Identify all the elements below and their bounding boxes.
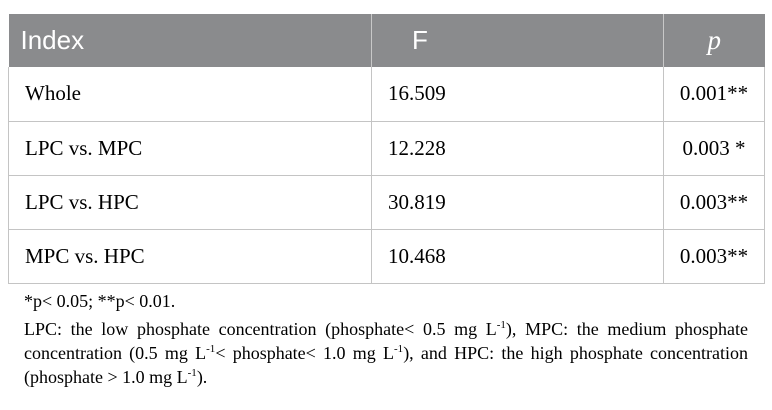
abbrev-text: < phosphate< 1.0 mg L	[215, 343, 395, 363]
cell-f: 10.468	[372, 229, 664, 283]
table-row	[9, 175, 765, 229]
cell-index: MPC vs. HPC	[9, 229, 372, 283]
significance-note: *p< 0.05; **p< 0.01.	[24, 291, 176, 311]
cell-p: 0.003**	[664, 175, 765, 229]
header-row	[9, 14, 765, 67]
abbrev-text: ), MPC: the medium phosphate concentration (0.5 mg L	[24, 319, 748, 363]
cell-index: Whole	[9, 67, 372, 121]
cell-index: LPC vs. MPC	[9, 121, 372, 175]
abbrev-text: ), and HPC: the high phosphate concentration (phosphate > 1.0 mg L	[24, 343, 748, 387]
cell-f: 12.228	[372, 121, 664, 175]
abbrev-superscript: -1	[187, 367, 197, 379]
cell-f: 30.819	[372, 175, 664, 229]
header-index: Index	[9, 14, 372, 67]
table-body	[9, 67, 765, 283]
cell-p: 0.001**	[664, 67, 765, 121]
table-footnotes	[24, 289, 748, 389]
anova-table	[8, 14, 765, 284]
abbrev-text: ).	[196, 367, 208, 387]
table-header	[9, 14, 765, 67]
header-p: p	[707, 25, 721, 55]
cell-p: 0.003**	[664, 229, 765, 283]
abbrev-text: LPC: the low phosphate concentration (phosphate< 0.5 mg L	[24, 319, 497, 339]
abbrev-superscript: -1	[206, 343, 216, 355]
cell-index: LPC vs. HPC	[9, 175, 372, 229]
cell-f: 16.509	[372, 67, 664, 121]
abbreviation-note	[24, 317, 748, 389]
header-f: F	[372, 14, 664, 67]
cell-p: 0.003 *	[664, 121, 765, 175]
table-row	[9, 229, 765, 283]
abbrev-superscript: -1	[496, 319, 506, 331]
table-row	[9, 67, 765, 121]
anova-table-container	[8, 14, 764, 284]
table-row	[9, 121, 765, 175]
abbrev-superscript: -1	[394, 343, 404, 355]
